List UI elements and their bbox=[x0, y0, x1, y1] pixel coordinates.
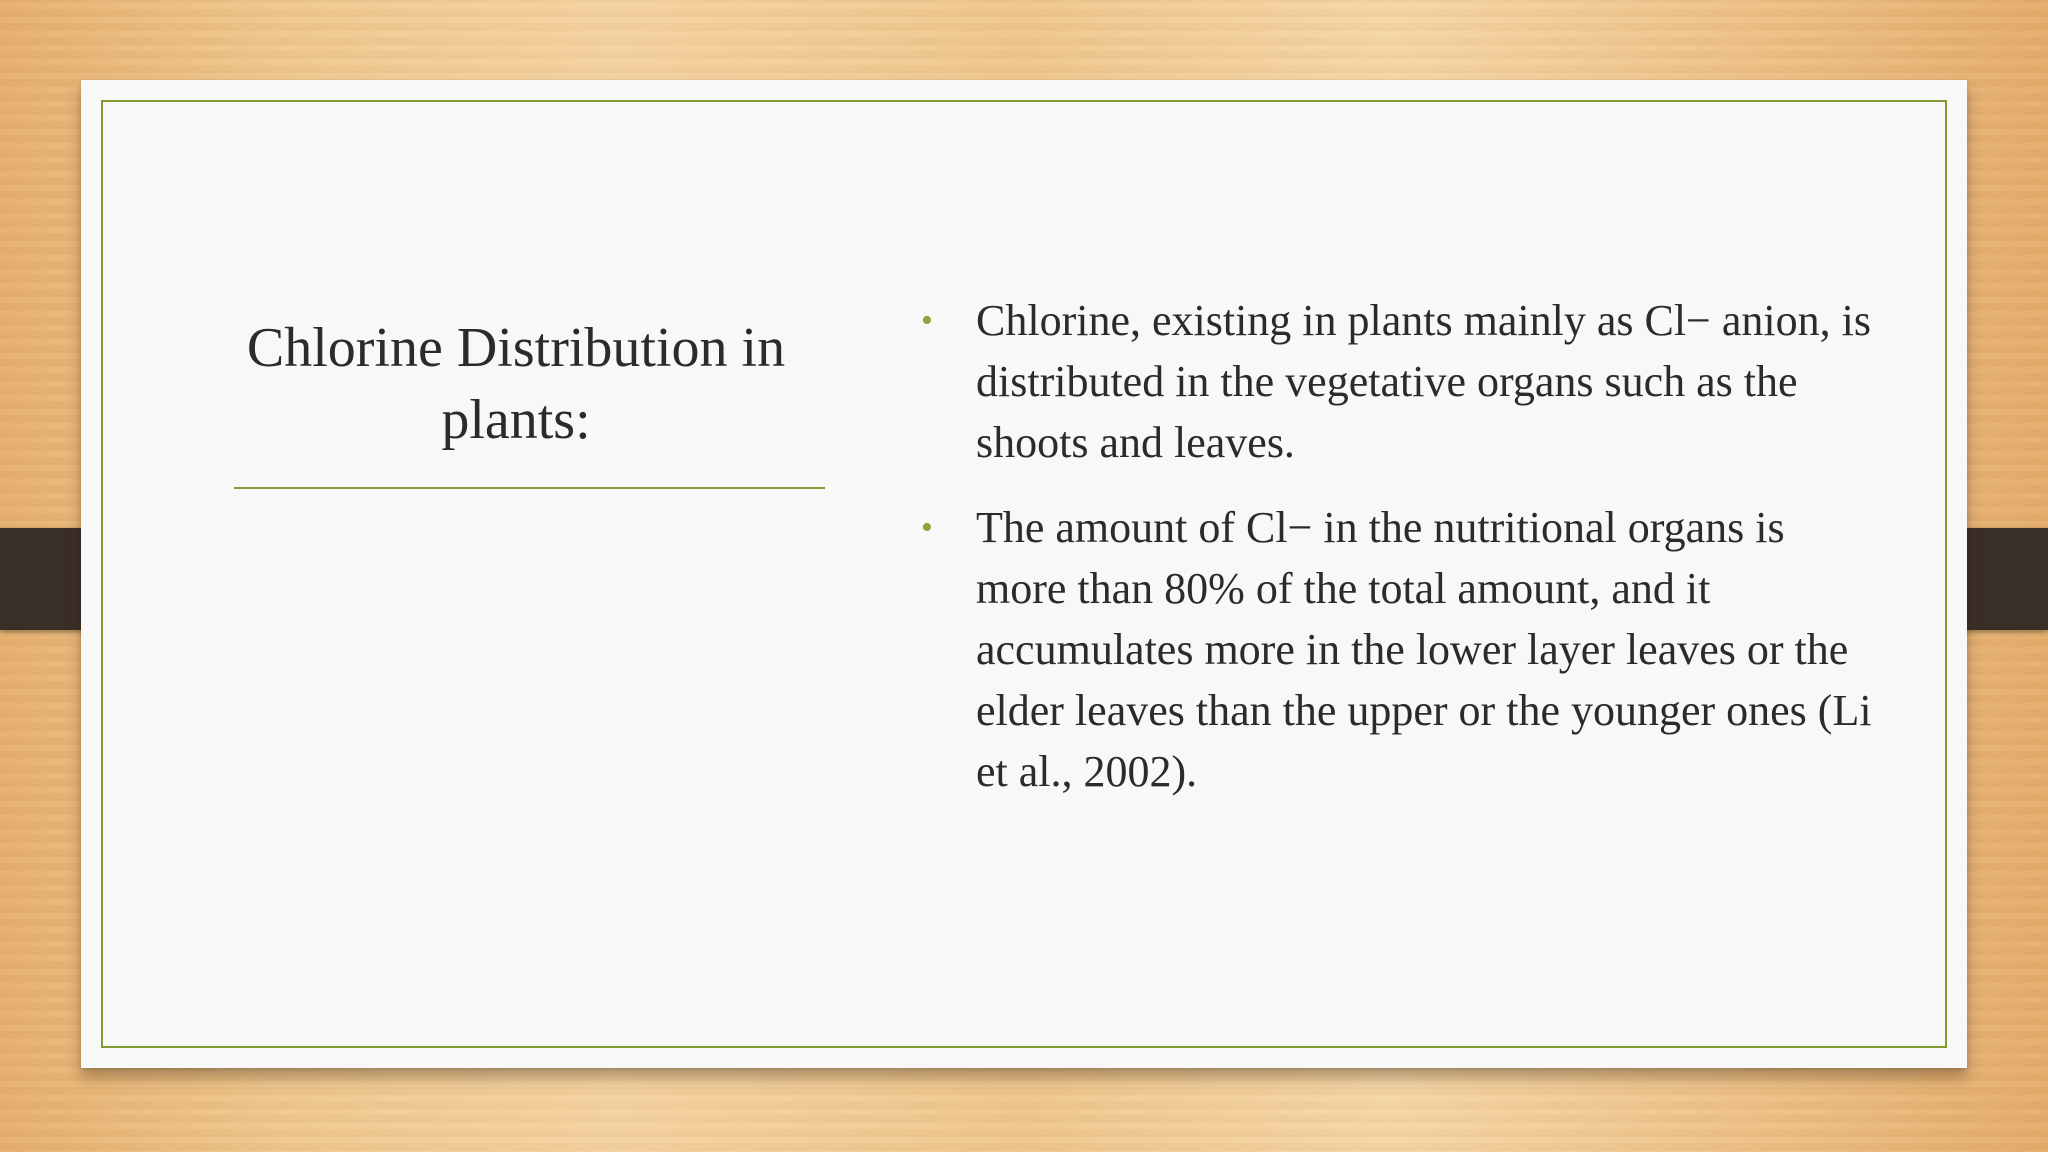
slide-title: Chlorine Distribution in plants: bbox=[246, 317, 786, 451]
bullet-item bbox=[921, 290, 1881, 473]
bullet-list bbox=[921, 290, 1881, 826]
bullet-text: The amount of Cl− in the nutritional organs is more than 80% of the total amount, and it accumulates more in the lower layer leaves or the elder leaves than the upper or the younger ones (Li et al., 2002). bbox=[976, 503, 1872, 796]
bullet-text: Chlorine, existing in plants mainly as Cl− anion, is distributed in the vegetative organs such as the shoots and leaves. bbox=[976, 296, 1871, 467]
bullet-dot-icon: • bbox=[921, 302, 933, 339]
title-underline bbox=[234, 487, 825, 489]
slide-paper bbox=[81, 80, 1967, 1068]
bullet-dot-icon: • bbox=[921, 509, 933, 546]
bullet-item bbox=[921, 497, 1881, 802]
